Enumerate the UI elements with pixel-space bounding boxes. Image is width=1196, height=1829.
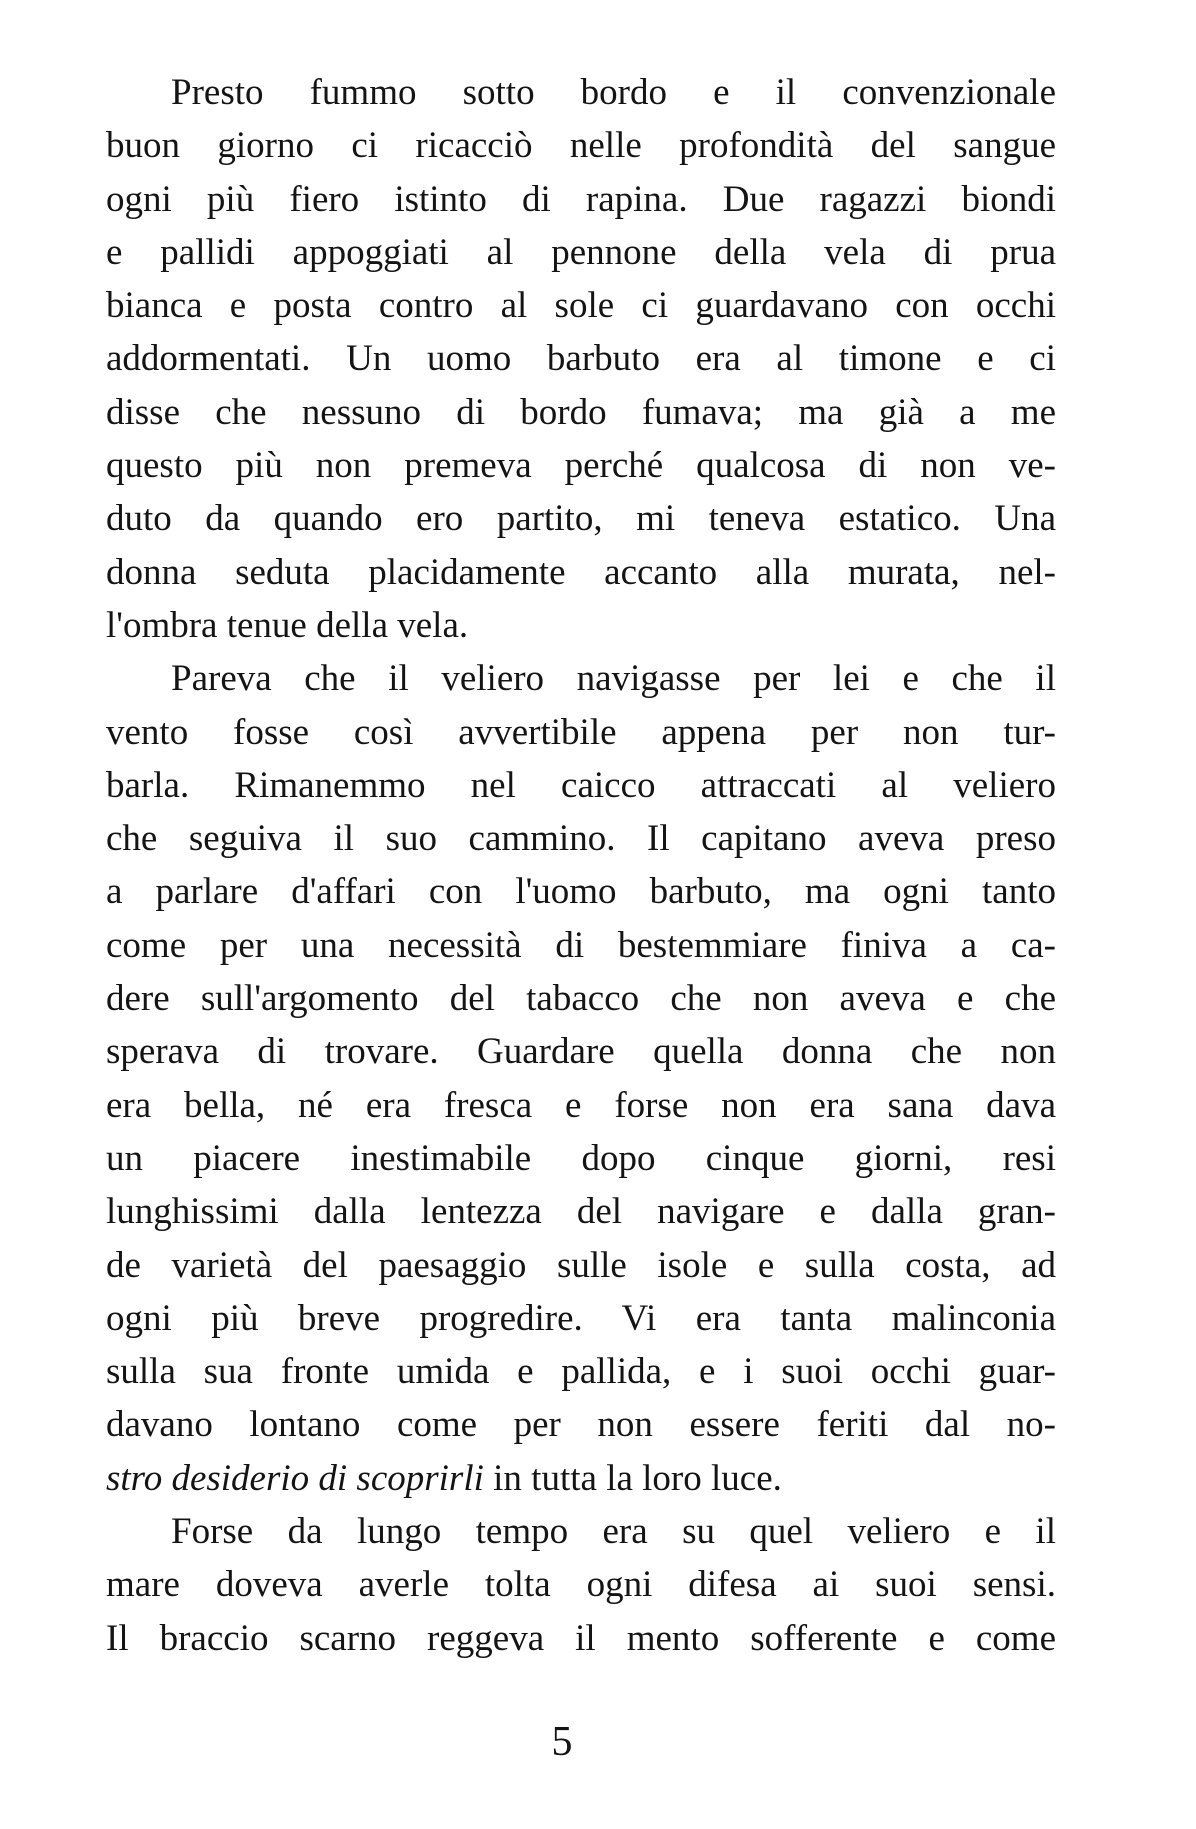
text-line: duto da quando ero partito, mi teneva estatico. Una [106, 498, 1056, 540]
text-line: che seguiva il suo cammino. Il capitano aveva preso [106, 818, 1056, 860]
text-line-mixed [106, 1452, 1056, 1505]
italic-phrase: stro desiderio di scoprirli [106, 1457, 484, 1499]
text-line: addormentati. Un uomo barbuto era al timone e ci [106, 338, 1056, 380]
text-line: come per una necessità di bestemmiare finiva a ca- [106, 924, 1056, 966]
roman-phrase: in tutta la loro luce. [483, 1457, 782, 1499]
text-line: l'ombra tenue della vela. [106, 604, 469, 646]
text-line: lunghissimi dalla lentezza del navigare e dalla gran- [106, 1191, 1056, 1233]
text-line: barla. Rimanemmo nel caicco attraccati al veliero [106, 764, 1056, 806]
text-line: ogni più fiero istinto di rapina. Due ragazzi biondi [106, 178, 1056, 220]
page-number: 5 [551, 1719, 573, 1765]
text-line: Presto fummo sotto bordo e il convenzionale [171, 72, 1056, 113]
text-line: Il braccio scarno reggeva il mento sofferente e come [106, 1617, 1056, 1659]
text-line: ogni più breve progredire. Vi era tanta malinconia [106, 1297, 1056, 1339]
text-line: e pallidi appoggiati al pennone della vela di prua [106, 231, 1056, 273]
text-line: vento fosse così avvertibile appena per non tur- [106, 711, 1056, 753]
text-line: bianca e posta contro al sole ci guardavano con occhi [106, 285, 1056, 327]
text-line: davano lontano come per non essere feriti dal no- [106, 1404, 1056, 1446]
text-line: disse che nessuno di bordo fumava; ma già a me [106, 391, 1056, 433]
text-line: mare doveva averle tolta ogni difesa ai suoi sensi. [106, 1564, 1056, 1606]
text-line: sulla sua fronte umida e pallida, e i suoi occhi guar- [106, 1351, 1056, 1393]
text-line: donna seduta placidamente accanto alla murata, nel- [106, 551, 1056, 593]
text-line: questo più non premeva perché qualcosa di non ve- [106, 445, 1056, 487]
text-line: Pareva che il veliero navigasse per lei e che il [171, 658, 1056, 700]
body-text [106, 66, 1056, 1665]
text-line: de varietà del paesaggio sulle isole e sulla costa, ad [106, 1244, 1056, 1286]
text-line: a parlare d'affari con l'uomo barbuto, ma ogni tanto [106, 871, 1056, 913]
text-line: era bella, né era fresca e forse non era sana dava [106, 1084, 1056, 1126]
text-line: sperava di trovare. Guardare quella donna che non [106, 1031, 1056, 1073]
text-line: Forse da lungo tempo era su quel veliero e il [171, 1511, 1056, 1553]
text-line: dere sull'argomento del tabacco che non aveva e che [106, 978, 1056, 1020]
text-line: un piacere inestimabile dopo cinque giorni, resi [106, 1137, 1056, 1179]
text-line: buon giorno ci ricacciò nelle profondità del sangue [106, 125, 1056, 167]
